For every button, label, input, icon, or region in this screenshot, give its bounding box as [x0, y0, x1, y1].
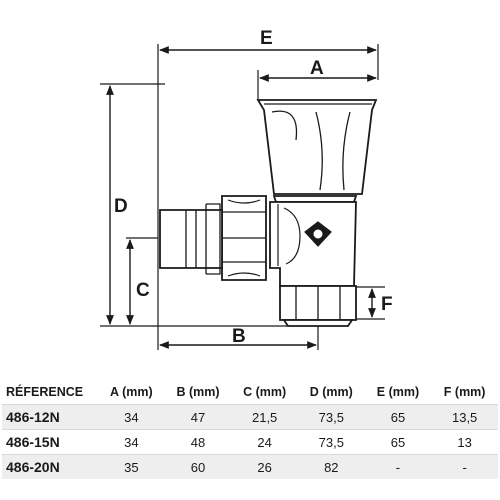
cell-f: - [431, 455, 498, 480]
cell-e: - [365, 455, 432, 480]
cell-reference: 486-15N [2, 430, 98, 455]
cell-d: 73,5 [298, 405, 365, 430]
header-b: B (mm) [176, 385, 220, 399]
cell-a: 35 [98, 455, 165, 480]
cell-a: 34 [98, 405, 165, 430]
valve-main-body [270, 202, 356, 286]
cell-c: 24 [231, 430, 298, 455]
table-header-row [2, 380, 498, 405]
table-row [2, 455, 498, 480]
tail-piece [160, 210, 222, 268]
header-reference: RÉFERENCE [6, 385, 84, 399]
cell-f: 13,5 [431, 405, 498, 430]
header-e: E (mm) [376, 385, 420, 399]
cell-reference: 486-20N [2, 455, 98, 480]
dim-label-a: A [310, 58, 324, 79]
dim-label-c: C [136, 280, 150, 301]
cell-e: 65 [365, 405, 432, 430]
header-f: F (mm) [443, 385, 486, 399]
cell-b: 60 [165, 455, 232, 480]
cell-f: 13 [431, 430, 498, 455]
cell-a: 34 [98, 430, 165, 455]
table-row [2, 405, 498, 430]
specification-table [2, 380, 498, 479]
cell-d: 82 [298, 455, 365, 480]
cell-b: 48 [165, 430, 232, 455]
cell-c: 21,5 [231, 405, 298, 430]
dim-label-f: F [381, 294, 393, 315]
table-row [2, 430, 498, 455]
header-a: A (mm) [110, 385, 153, 399]
valve-body [160, 100, 376, 326]
cell-e: 65 [365, 430, 432, 455]
header-c: C (mm) [243, 385, 287, 399]
cell-reference: 486-12N [2, 405, 98, 430]
dim-label-b: B [232, 326, 246, 347]
header-d: D (mm) [309, 385, 353, 399]
cell-b: 47 [165, 405, 232, 430]
dim-label-e: E [260, 28, 273, 49]
cell-d: 73,5 [298, 430, 365, 455]
dim-label-d: D [114, 196, 128, 217]
cell-c: 26 [231, 455, 298, 480]
